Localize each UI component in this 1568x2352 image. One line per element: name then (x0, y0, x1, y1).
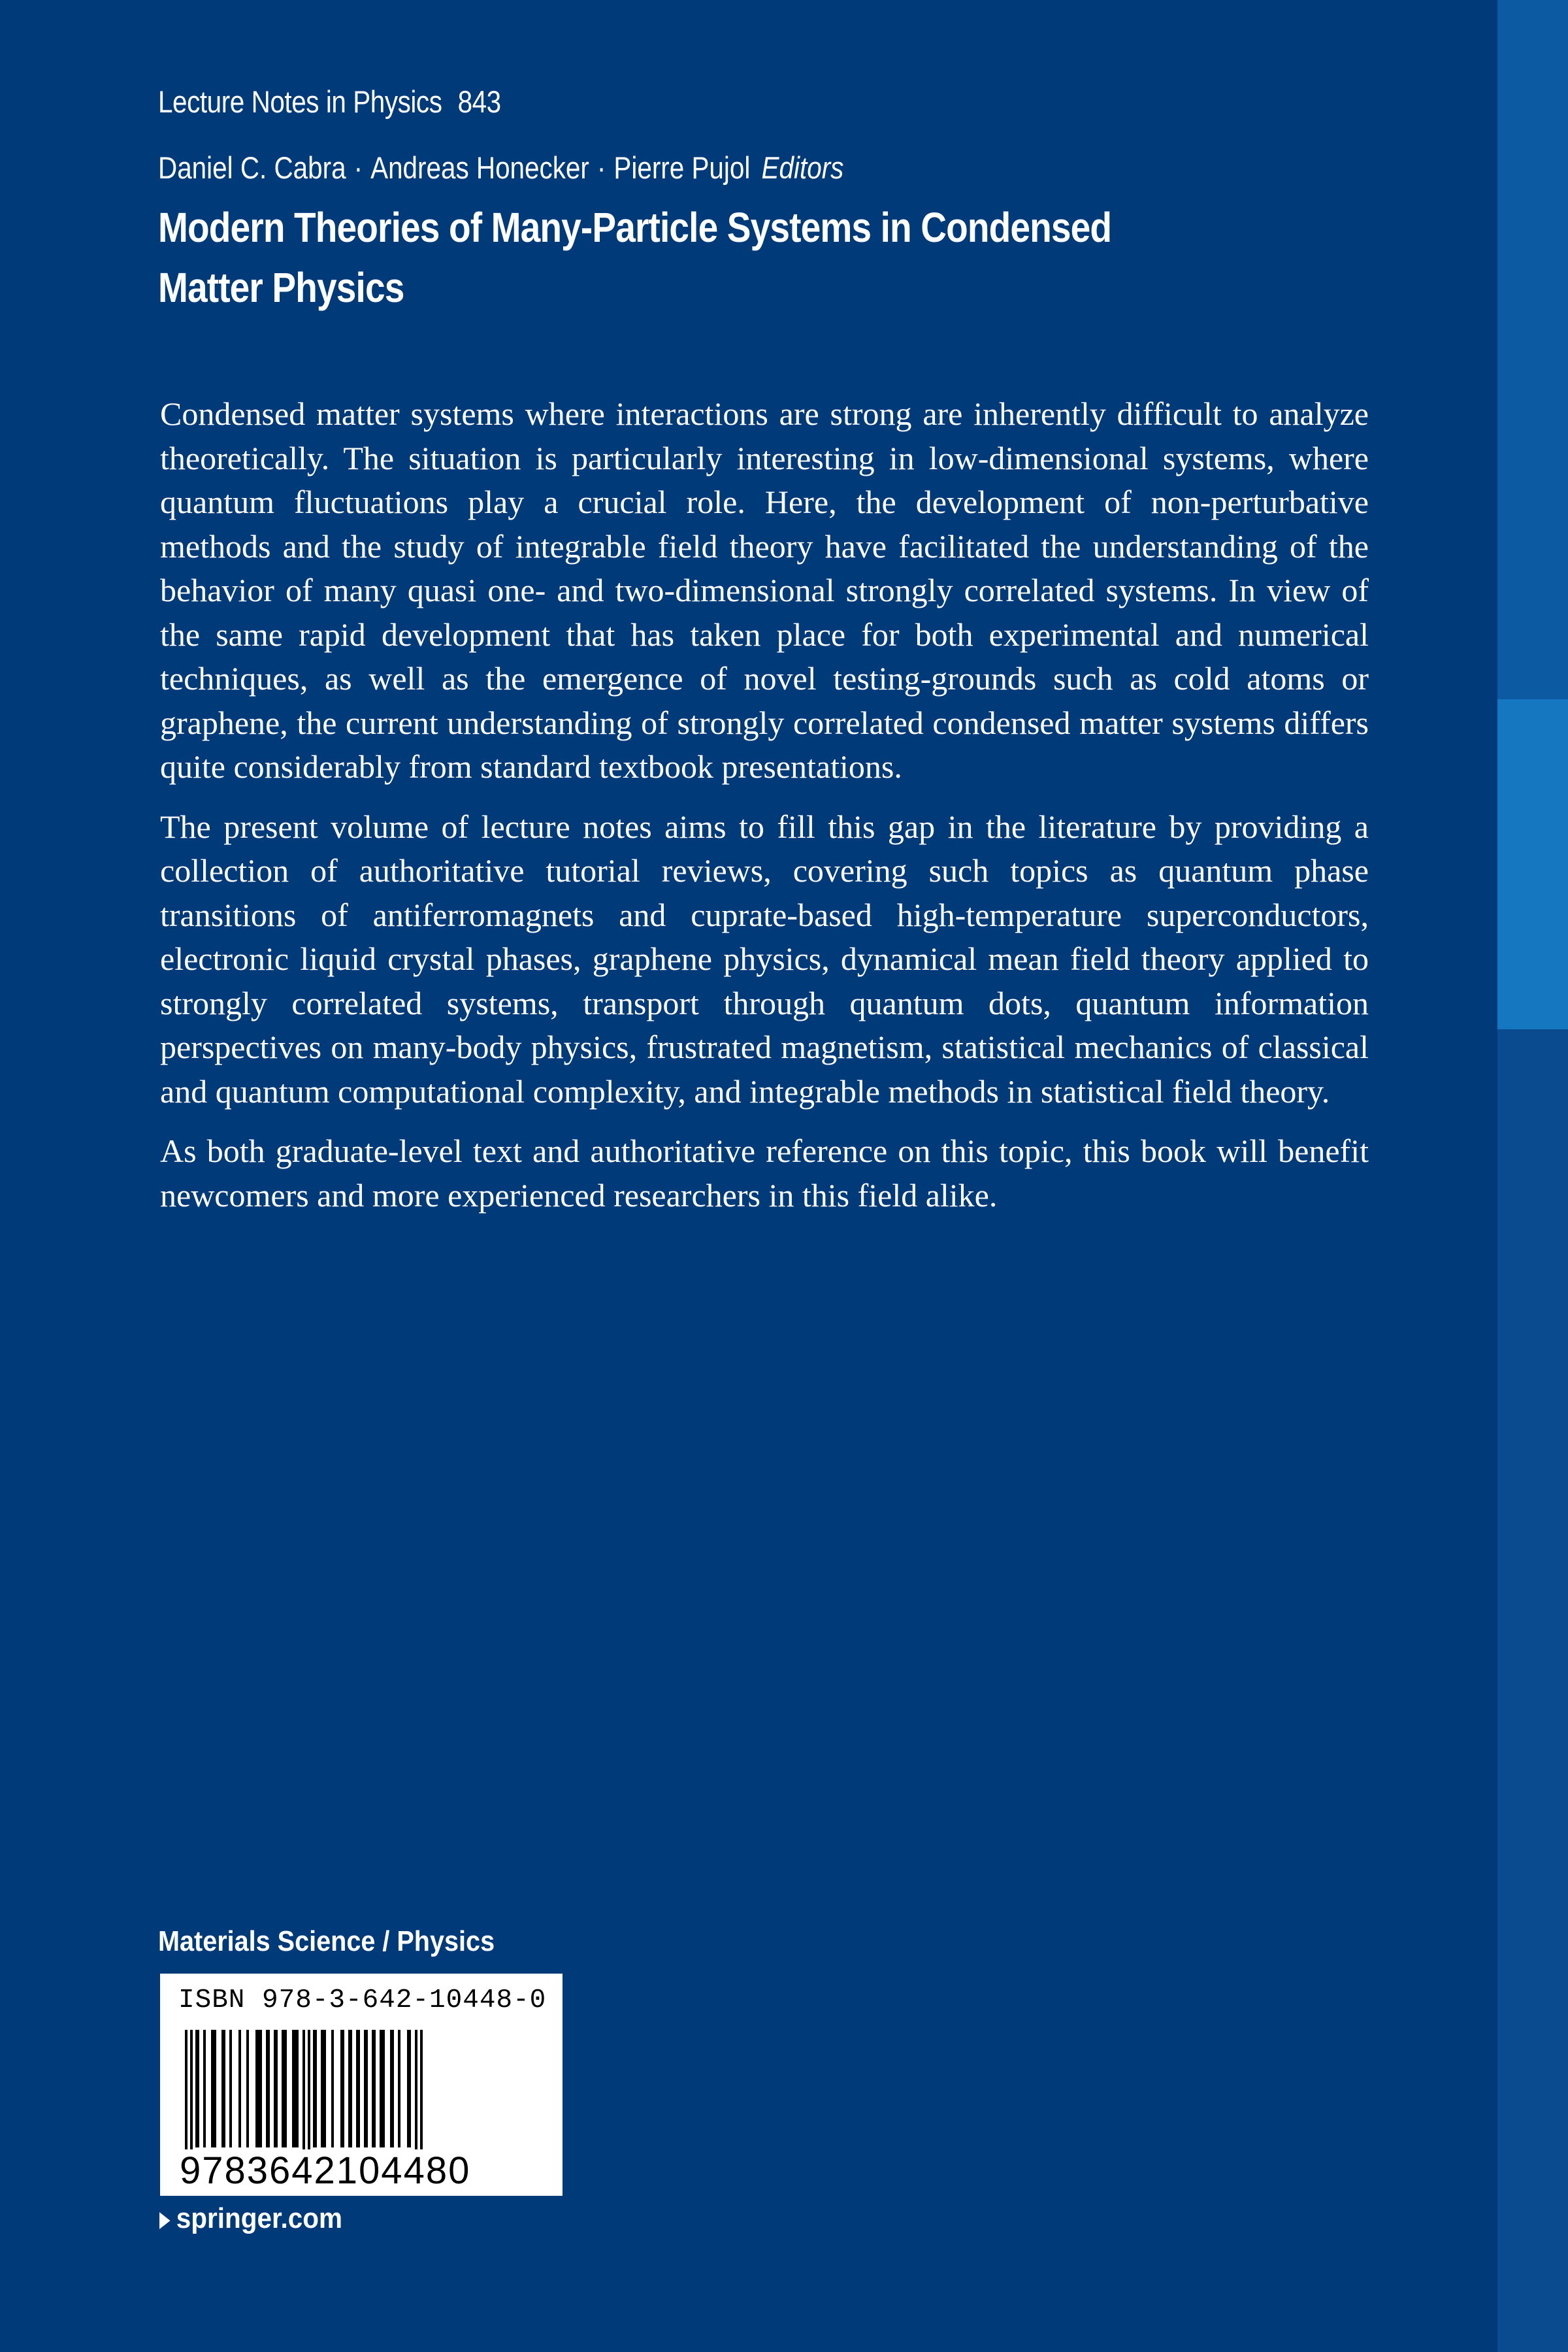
series-heading (158, 84, 501, 120)
isbn-barcode (160, 1974, 563, 2196)
spine-band-top (1497, 0, 1568, 699)
barcode-bar (348, 2030, 352, 2147)
barcode-bar (211, 2030, 216, 2147)
editor-separator: · (353, 150, 363, 185)
barcode-bar (321, 2030, 326, 2147)
blurb-paragraph: The present volume of lecture notes aims to fill this gap in the literature by providing a collection of authoritative tutorial reviews, covering such topics as quantum phase transitions of antiferromagnets and cuprate-based high-temperature superconductors, electronic liquid crystal phases, graphene physics, dynamical mean field theory applied to strongly correlated systems, transport through quantum dots, quantum information perspectives on many-body physics, frustrated magnetism, statistical mechanics of classical and quantum computational complexity, and integrable methods in statistical field theory. (160, 808, 1369, 1110)
barcode-bar (195, 2030, 199, 2147)
spine-band-accent (1497, 699, 1568, 1029)
barcode-bar (356, 2030, 360, 2147)
editor-name: Andreas Honecker (370, 150, 589, 185)
barcode-bar (390, 2030, 394, 2147)
triangle-right-icon (159, 2212, 171, 2229)
ean-digits-text: 9783642104480 (180, 2149, 471, 2192)
book-title-line-1: Modern Theories of Many-Particle Systems in Condensed (158, 204, 1112, 251)
spine-edge (1497, 0, 1568, 2352)
barcode-bar (229, 2030, 232, 2147)
editor-separator: · (596, 150, 606, 185)
editors-line (158, 150, 843, 186)
barcode-bar (340, 2030, 344, 2147)
barcode-bar (313, 2030, 317, 2147)
blurb (160, 392, 1369, 1233)
barcode-bar (372, 2030, 376, 2147)
publisher-website[interactable] (159, 2202, 342, 2235)
ean-digits (180, 2149, 546, 2193)
barcode-bar (274, 2030, 278, 2147)
barcode-bar (238, 2030, 241, 2147)
editor-name: Daniel C. Cabra (158, 150, 346, 185)
isbn-label: ISBN 978-3-642-10448-0 (178, 1985, 547, 2015)
blurb-paragraph: As both graduate-level text and authoritative reference on this topic, this book will benefit newcomers and more experienced researchers in this field alike. (160, 1133, 1369, 1214)
subject-category: Materials Science / Physics (158, 1925, 495, 1957)
barcode-bar (221, 2030, 225, 2147)
barcode-bar (266, 2030, 270, 2147)
barcode-bar (380, 2030, 385, 2147)
editors-role: Editors (761, 150, 844, 185)
barcode-bar (203, 2030, 206, 2147)
barcode-bar (255, 2030, 262, 2147)
book-title (158, 197, 1310, 318)
spine-band-bottom (1497, 1029, 1568, 2352)
barcode-bar (398, 2030, 400, 2147)
barcode-bar (407, 2030, 411, 2147)
blurb-paragraph: Condensed matter systems where interactions are strong are inherently difficult to analyze theoretically. The situation is particularly interesting in low-dimensional systems, where quantum fluctuations play a crucial role. Here, the development of non-perturbative methods and the study of integrable field theory have facilitated the understanding of the behavior of many quasi one- and two-dimensional strongly correlated systems. In view of the same rapid development that has taken place for both experimental and numerical techniques, as well as the emergence of novel testing-grounds such as cold atoms or graphene, the current understanding of strongly correlated condensed matter systems differs quite considerably from standard textbook presentations. (160, 395, 1369, 785)
barcode-bar (331, 2030, 334, 2147)
barcode-bar (364, 2030, 368, 2147)
book-title-line-2: Matter Physics (158, 264, 404, 311)
editor-name: Pierre Pujol (613, 150, 751, 185)
series-volume: 843 (457, 84, 501, 119)
barcode-bar (292, 2030, 299, 2147)
website-text: springer.com (176, 2202, 342, 2234)
barcode-bar (246, 2030, 249, 2147)
barcode-bar (282, 2030, 287, 2147)
series-name: Lecture Notes in Physics (158, 84, 442, 119)
